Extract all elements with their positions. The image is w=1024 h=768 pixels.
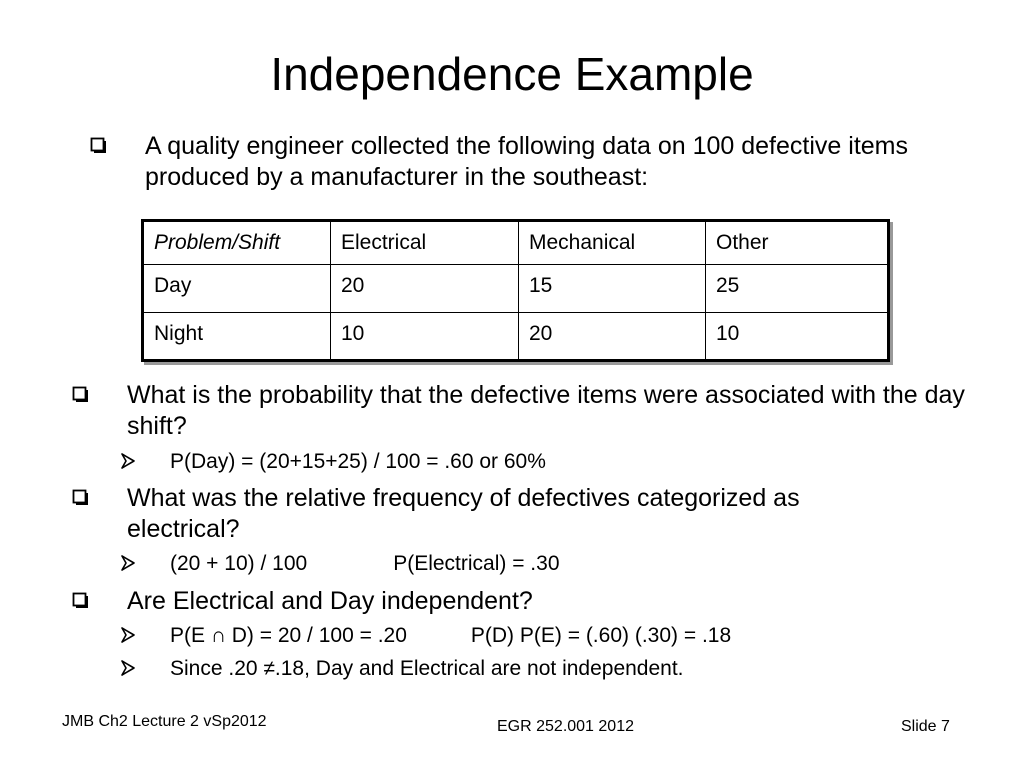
square-bullet-icon: [72, 386, 90, 404]
table-header-cell: Mechanical: [519, 221, 706, 265]
answer-text: (20 + 10) / 100: [170, 552, 308, 575]
square-bullet-icon: [72, 489, 90, 507]
slide-title: Independence Example: [270, 48, 754, 100]
square-bullet-icon: [72, 592, 90, 610]
answer-text: Since .20 ≠.18, Day and Electrical are not independent.: [170, 657, 684, 680]
footer-center: EGR 252.001 2012: [497, 718, 634, 735]
table-row: [143, 265, 889, 313]
table-row: [143, 313, 889, 361]
defect-table: [141, 219, 890, 362]
table-cell: 20: [519, 313, 706, 361]
table-cell: 15: [519, 265, 706, 313]
arrow-bullet-icon: [120, 553, 136, 579]
table-cell: 20: [331, 265, 519, 313]
answer-text-group: [170, 551, 560, 577]
arrow-bullet-icon: [120, 625, 136, 651]
answer-text-group: [170, 623, 731, 649]
answer-text: P(D) P(E) = (.60) (.30) = .18: [470, 624, 732, 647]
table-header-row: [143, 221, 889, 265]
table-cell: 10: [706, 313, 889, 361]
table-cell: 10: [331, 313, 519, 361]
footer-left: JMB Ch2 Lecture 2 vSp2012: [62, 713, 267, 730]
table-cell: Night: [143, 313, 331, 361]
arrow-bullet-icon: [120, 451, 136, 477]
arrow-bullet-icon: [120, 658, 136, 684]
table-cell: 25: [706, 265, 889, 313]
table-header-cell: Other: [706, 221, 889, 265]
table-cell: Day: [143, 265, 331, 313]
table-header-cell: Problem/Shift: [143, 221, 331, 265]
footer-right: Slide 7: [901, 718, 950, 735]
table-header-cell: Electrical: [331, 221, 519, 265]
answer-text: P(E ∩ D) = 20 / 100 = .20: [170, 624, 407, 647]
square-bullet-icon: [90, 137, 108, 155]
question-text: Are Electrical and Day independent?: [127, 587, 533, 615]
answer-text: P(Day) = (20+15+25) / 100 = .60 or 60%: [170, 450, 546, 473]
intro-text: A quality engineer collected the following data on 100 defective items produced by a manufacturer in the southeast:: [145, 132, 908, 191]
question-text: What was the relative frequency of defectives categorized as electrical?: [127, 484, 800, 543]
answer-text: P(Electrical) = .30: [393, 552, 560, 575]
question-text: What is the probability that the defective items were associated with the day shift?: [127, 381, 965, 440]
